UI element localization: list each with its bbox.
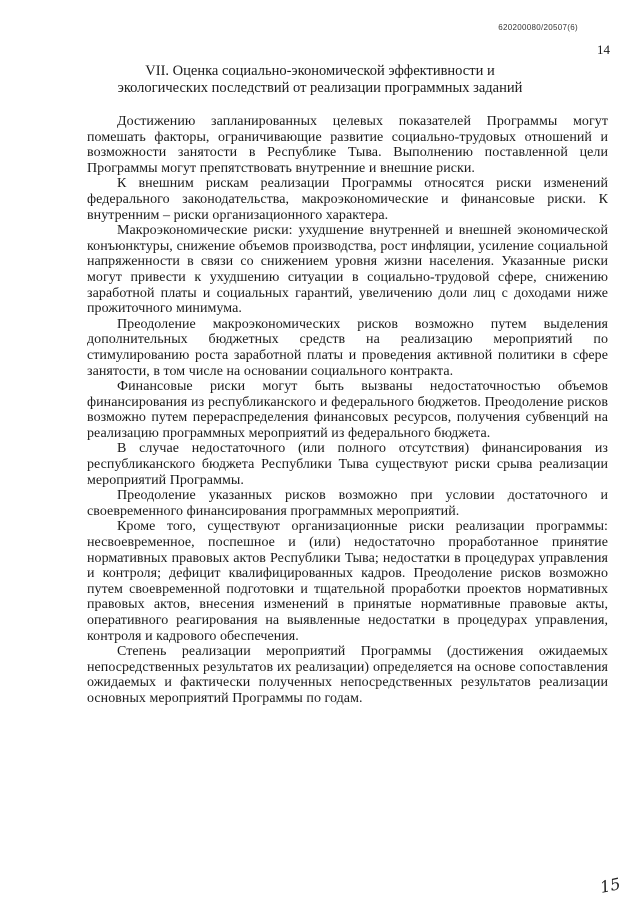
paragraph: В случае недостаточного (или полного отсутствия) финансирования из республиканского бюджета Республики Тыва существуют риски срыва реализации мероприятий Программы.: [87, 441, 608, 488]
paragraph: Преодоление указанных рисков возможно при условии достаточного и своевременного финансирования программных мероприятий.: [87, 488, 608, 519]
paragraph: Финансовые риски могут быть вызваны недостаточностью объемов финансирования из республиканского и федерального бюджетов. Преодоление рисков возможно путем перераспределения финансовых ресурсов, получения субвенций на реализацию программных мероприятий из федерального бюджета.: [87, 379, 608, 441]
handwritten-page-mark: 15: [597, 874, 622, 897]
section-heading: [70, 63, 570, 97]
document-stamp-code: 620200080/20507(6): [498, 23, 578, 32]
body-text: [87, 114, 608, 707]
paragraph: Преодоление макроэкономических рисков возможно путем выделения дополнительных бюджетных средств на реализацию мероприятий по стимулированию роста заработной платы и проведения активной политики в сфере занятости, в том числе на основании социального контракта.: [87, 316, 608, 379]
paragraph: Кроме того, существуют организационные риски реализации программы: несвоевременное, поспешное и (или) недостаточно проработанное принятие нормативных правовых актов Республики Тыва; недостатки в процедурах управления и контроля; дефицит квалифицированных кадров. Преодоление рисков возможно путем своевременной подготовки и тщательной проработки проектов нормативных правовых актов, внесения изменений в принятые нормативные правовые акты, оперативного реагирования на выявленные недостатки в процедурах управления, контроля и кадрового обеспечения.: [87, 519, 608, 644]
section-heading-line-2: экологических последствий от реализации программных заданий: [117, 80, 523, 96]
page-number: 14: [597, 42, 610, 57]
paragraph: Степень реализации мероприятий Программы (достижения ожидаемых непосредственных результатов их реализации) определяется на основе сопоставления ожидаемых и фактически полученных непосредственных результатов реализации основных мероприятий Программы по годам.: [87, 644, 608, 706]
paragraph: Достижению запланированных целевых показателей Программы могут помешать факторы, ограничивающие развитие социально-трудовых отношений и возможности занятости в Республике Тыва. Выполнению поставленной цели Программы могут препятствовать внутренние и внешние риски.: [87, 114, 608, 176]
section-heading-line-1: VII. Оценка социально-экономической эффективности и: [145, 63, 495, 79]
paragraph: К внешним рискам реализации Программы относятся риски изменений федерального законодательства, макроэкономические и финансовые риски. К внутренним – риски организационного характера.: [87, 176, 608, 223]
paragraph: Макроэкономические риски: ухудшение внутренней и внешней экономической конъюнктуры, снижение объемов производства, рост инфляции, усиление социальной напряженности в связи со снижением уровня жизни населения. Указанные риски могут привести к ухудшению ситуации в социально-трудовой сфере, снижению заработной платы и социальных гарантий, увеличению доли лиц с доходами ниже прожиточного минимума.: [87, 223, 608, 317]
